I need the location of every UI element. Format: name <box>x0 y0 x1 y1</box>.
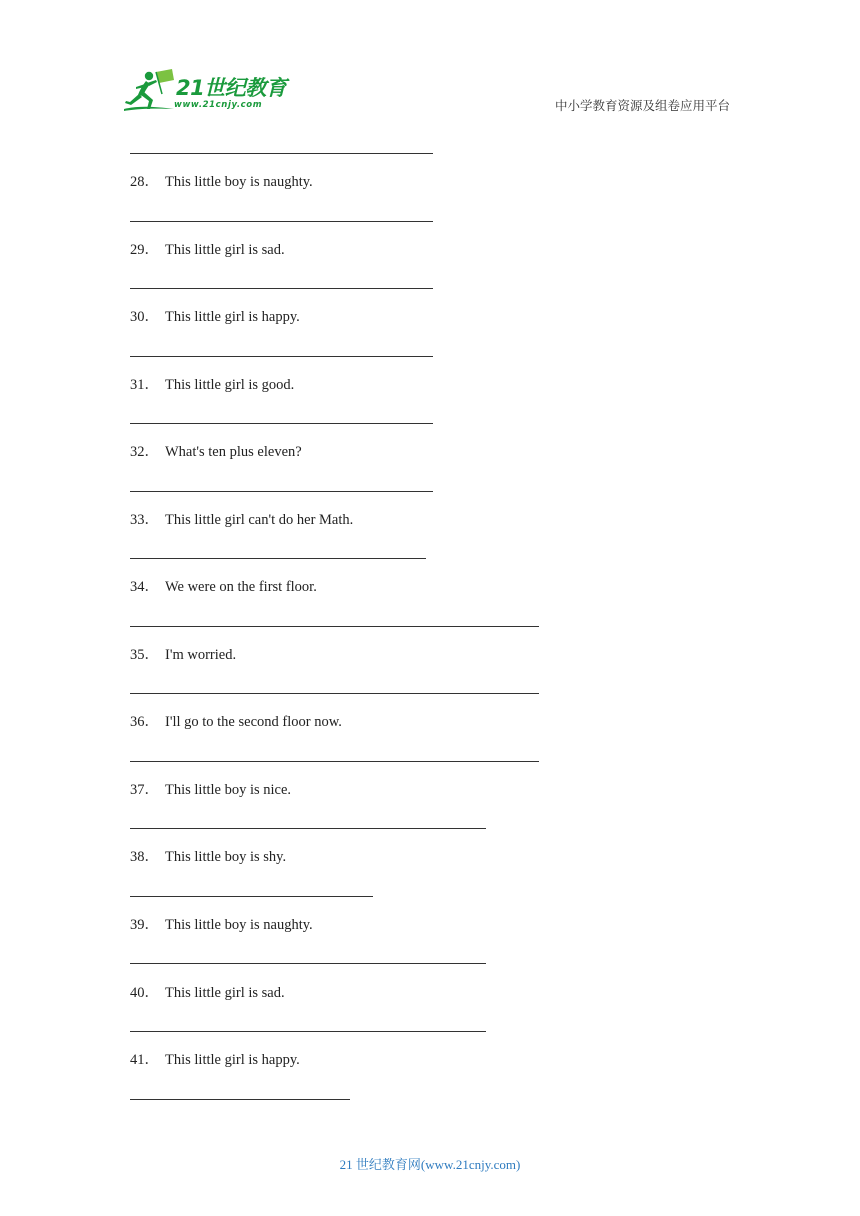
question-item <box>130 376 294 394</box>
question-text: I'll go to the second floor now. <box>165 714 342 730</box>
question-text: This little girl is sad. <box>165 242 285 258</box>
logo <box>122 68 292 116</box>
answer-line <box>130 761 539 762</box>
question-text: This little girl is sad. <box>165 985 285 1001</box>
question-number: 33． <box>130 512 159 528</box>
question-number: 34． <box>130 579 159 595</box>
logo-text: 21世纪教育 <box>176 76 287 100</box>
question-item <box>130 308 300 326</box>
question-item <box>130 173 313 191</box>
question-item <box>130 241 285 259</box>
question-text: This little boy is nice. <box>165 782 292 798</box>
question-item <box>130 646 236 664</box>
question-item <box>130 916 313 934</box>
question-number: 38． <box>130 849 159 865</box>
answer-line <box>130 626 539 627</box>
question-number: 40． <box>130 985 159 1001</box>
question-number: 37． <box>130 782 159 798</box>
answer-line <box>130 896 373 897</box>
question-text: This little boy is shy. <box>165 849 287 865</box>
answer-line <box>130 1099 350 1100</box>
question-item <box>130 713 342 731</box>
answer-line <box>130 221 433 222</box>
question-item <box>130 443 302 461</box>
question-item <box>130 1051 300 1069</box>
question-text: This little boy is naughty. <box>165 174 313 190</box>
answer-line <box>130 963 486 964</box>
answer-line <box>130 356 433 357</box>
question-text: This little girl is happy. <box>165 1052 300 1068</box>
page-header <box>0 0 860 130</box>
answer-line <box>130 491 433 492</box>
question-text: This little girl is happy. <box>165 309 300 325</box>
question-item <box>130 781 291 799</box>
header-platform-title: 中小学教育资源及组卷应用平台 <box>554 98 730 113</box>
question-number: 29． <box>130 242 159 258</box>
question-number: 28． <box>130 174 159 190</box>
question-item <box>130 511 353 529</box>
page-footer: 21 世纪教育网(www.21cnjy.com) <box>339 1157 521 1172</box>
question-text: I'm worried. <box>165 647 237 663</box>
question-number: 36． <box>130 714 159 730</box>
question-text: What's ten plus eleven? <box>165 444 302 460</box>
answer-line <box>130 828 486 829</box>
question-text: This little boy is naughty. <box>165 917 313 933</box>
question-text: We were on the first floor. <box>165 579 317 595</box>
answer-line <box>130 288 433 289</box>
question-item <box>130 984 285 1002</box>
answer-line <box>130 423 433 424</box>
question-number: 39． <box>130 917 159 933</box>
answer-line <box>130 153 433 154</box>
question-number: 32． <box>130 444 159 460</box>
logo-url: www.21cnjy.com <box>174 100 263 110</box>
answer-line <box>130 1031 486 1032</box>
question-item <box>130 848 286 866</box>
question-number: 30． <box>130 309 159 325</box>
question-text: This little girl can't do her Math. <box>165 512 354 528</box>
answer-line <box>130 693 539 694</box>
runner-logo-icon <box>122 68 178 114</box>
question-item <box>130 578 317 596</box>
question-number: 31． <box>130 377 159 393</box>
question-number: 35． <box>130 647 159 663</box>
question-text: This little girl is good. <box>165 377 295 393</box>
question-number: 41． <box>130 1052 159 1068</box>
answer-line <box>130 558 426 559</box>
